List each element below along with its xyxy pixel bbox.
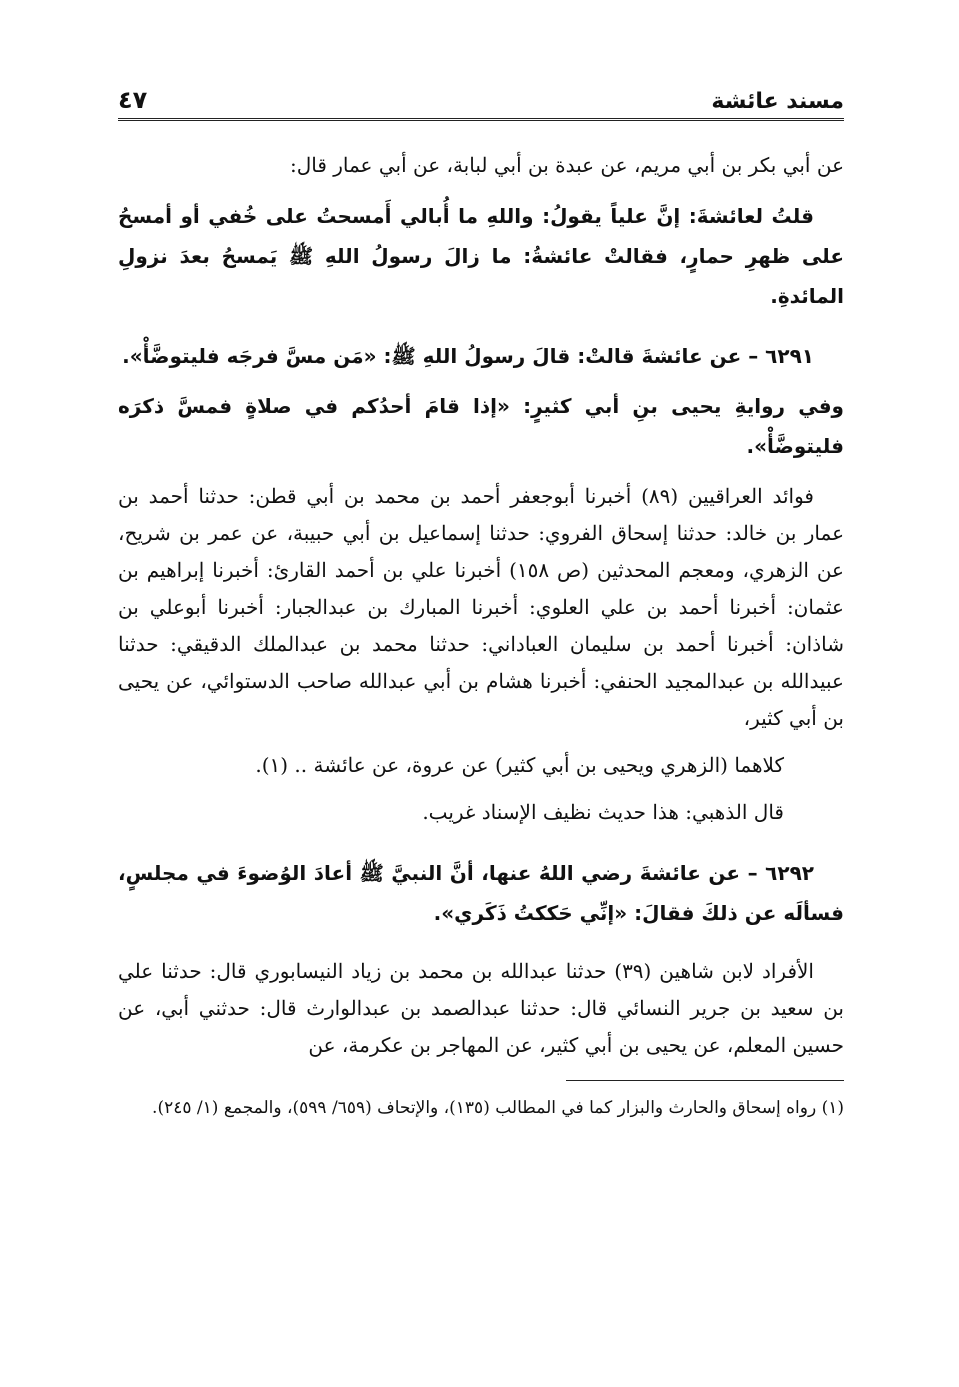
footnote-separator <box>566 1080 844 1081</box>
page-header <box>118 70 844 121</box>
source-fawaid-iraqiyyin: فوائد العراقيين (٨٩) أخبرنا أبوجعفر أحمد بن محمد بن أبي قطن: حدثنا أحمد بن عمار بن خالد: حدثنا إسحاق الفروي: حدثنا إسماعيل بن أبي حبيبة، عن عمر بن شريح، عن الزهري، ومعجم المحدثين (ص ١٥٨) أخبرنا علي بن أحمد القارئ: أخبرنا إبراهيم بن عثمان: أخبرنا أحمد بن علي العلوي: أخبرنا المبارك بن عبدالجبار: أخبرنا أبوعلي بن شاذان: أخبرنا أحمد بن سليمان العباداني: حدثنا محمد بن عبدالملك الدقيقي: حدثنا عبيدالله بن عبدالمجيد الحنفي: أخبرنا هشام بن أبي عبدالله صاحب الدستوائي، عن يحيى بن أبي كثير، <box>118 484 844 730</box>
book-page <box>118 70 844 1123</box>
isnad-continuation: عن أبي بكر بن أبي مريم، عن عبدة بن أبي لبابة، عن أبي عمار قال: <box>289 153 844 177</box>
hadith-6291-variant: وفي روايةِ يحيى بنِ أبي كثيرٍ: «إذا قامَ أحدُكم في صلاةٍ فمسَّ ذكرَه فليتوضَّأْ». <box>118 394 844 458</box>
hadith-text-aisha-ali: قلتُ لعائشةَ: إنَّ علياً يقولُ: واللهِ ما أُبالي أَمسحتُ على خُفي أو أمسحُ على ظهرِ حمارٍ، فقالتْ عائشةُ: ما زالَ رسولُ اللهِ ﷺ يَمسحُ بعدَ نزولِ المائدةِ. <box>118 204 844 308</box>
footnote-1: (١) رواه إسحاق والحارث والبزار كما في المطالب (١٣٥)، والإتحاف (٦٥٩/ ٥٩٩)، والمجمع (١/ ٢٤٥). <box>152 1098 844 1118</box>
running-title: مسند عائشة <box>711 89 844 114</box>
dhahabi-comment: قال الذهبي: هذا حديث نظيف الإسناد غريب. <box>422 800 784 824</box>
page-number: ٤٧ <box>118 86 148 114</box>
hadith-6292: ٦٢٩٢ – عن عائشةَ رضي اللهُ عنها، أنَّ النبيَّ ﷺ أعادَ الوُضوءَ في مجلسٍ، فسألَه عن ذلكَ فقالَ: «إنِّي حَككتُ ذَكَري». <box>118 861 844 925</box>
both-chains-note: كلاهما (الزهري ويحيى بن أبي كثير) عن عروة، عن عائشة .. (١). <box>255 753 784 777</box>
source-afrad-ibn-shahin: الأفراد لابن شاهين (٣٩) حدثنا عبدالله بن محمد بن زياد النيسابوري قال: حدثنا علي بن سعيد بن جرير النسائي قال: حدثنا عبدالصمد بن عبدالوارث قال: حدثني أبي، عن حسين المعلم، عن يحيى بن أبي كثير، عن المهاجر بن عكرمة، عن <box>118 959 844 1057</box>
hadith-6291: ٦٢٩١ – عن عائشةَ قالتْ: قالَ رسولُ اللهِ ﷺ: «مَن مسَّ فرجَه فليتوضَّأْ». <box>122 344 814 368</box>
